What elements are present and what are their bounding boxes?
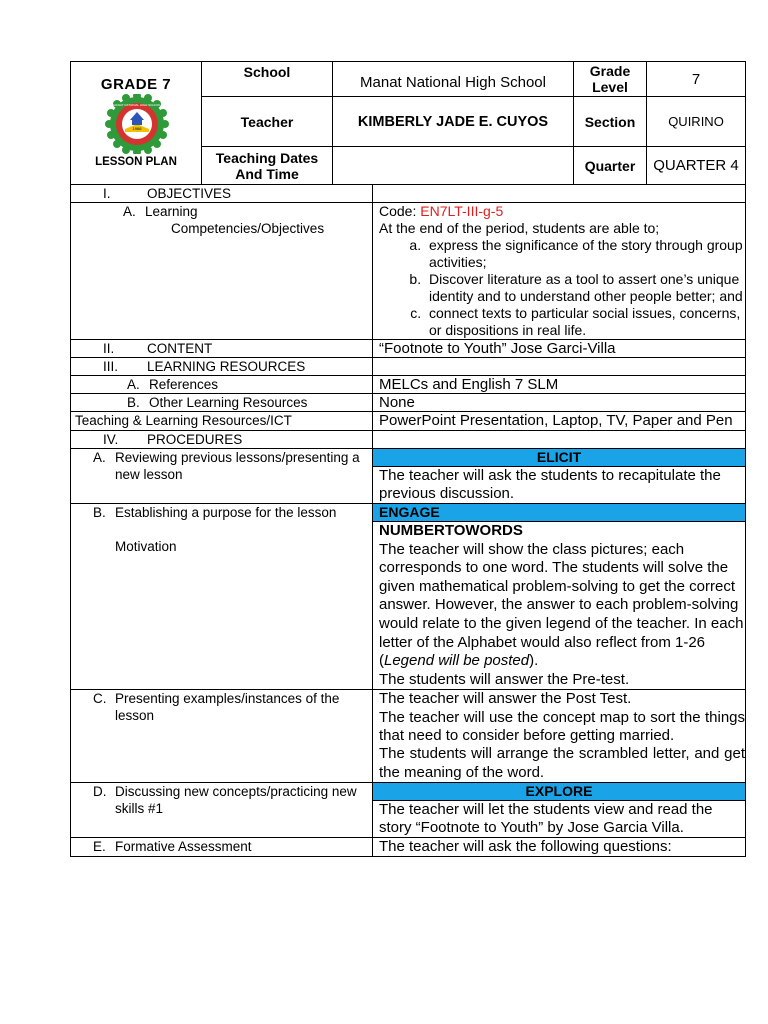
b-text-main: The teacher will show the class pictures; each corresponds to one word. The students will solve the given mathematical problem-solving to get the correct answer. However, the answer to each problem-solving would relate to the given legend of the teacher. In each letter of the Alphabet would also reflect from 1-26 ( <box>379 540 744 670</box>
elicit-header: ELICIT <box>373 449 746 467</box>
d-text: The teacher will let the students view and read the story “Footnote to Youth” by Jose Garcia Villa. <box>373 800 746 837</box>
seal-year: 1966 <box>132 126 142 131</box>
objective-item: a. express the significance of the story through group activities; <box>425 237 745 271</box>
explore-header: EXPLORE <box>373 782 746 800</box>
objectives-row <box>71 185 746 203</box>
quarter-value: QUARTER 4 <box>647 147 746 185</box>
lesson-plan-title: LESSON PLAN <box>95 156 177 168</box>
procedure-b-phase-row <box>71 504 746 522</box>
b-text-italic: Legend will be posted <box>384 652 530 670</box>
b-label: Establishing a purpose for the lesson <box>115 505 337 520</box>
e-letter: E. <box>93 838 106 854</box>
learning-label-2: Competencies/Objectives <box>171 221 325 236</box>
c-line: The teacher will use the concept map to sort the things that need to consider before getting married. <box>379 708 745 744</box>
content-row <box>71 340 746 358</box>
other-value: None <box>373 394 746 412</box>
d-label: Discussing new concepts/practicing new skills #1 <box>115 783 357 816</box>
teacher-value: KIMBERLY JADE E. CUYOS <box>333 97 574 147</box>
b-text-2: The students will answer the Pre-test. <box>379 670 630 688</box>
references-label: References <box>149 377 219 392</box>
objectives-label: OBJECTIVES <box>147 186 232 201</box>
school-value: Manat National High School <box>333 62 574 97</box>
code-label: Code: <box>379 203 421 219</box>
e-text: The teacher will ask the following questions: <box>373 837 746 856</box>
procedures-num: IV. <box>103 432 119 447</box>
teacher-label: Teacher <box>202 97 333 147</box>
ict-label: Teaching & Learning Resources/ICT <box>71 412 373 431</box>
section-value: QUIRINO <box>647 97 746 147</box>
c-line: The teacher will answer the Post Test. <box>379 690 632 708</box>
grade-level-value: 7 <box>647 62 746 97</box>
b-letter: B. <box>93 505 106 520</box>
procedures-label: PROCEDURES <box>147 432 243 447</box>
section-label: Section <box>574 97 647 147</box>
grade-title: GRADE 7 <box>100 76 172 93</box>
b-text-end: ). <box>529 652 539 670</box>
a-letter: A. <box>93 450 106 465</box>
references-row <box>71 376 746 394</box>
other-resources-row <box>71 394 746 412</box>
resources-label: LEARNING RESOURCES <box>147 359 306 374</box>
school-label: School <box>202 62 333 97</box>
content-num: II. <box>103 341 115 356</box>
learning-label-1: Learning <box>145 204 198 219</box>
learning-letter: A. <box>123 204 136 219</box>
b-sub: Motivation <box>115 539 177 554</box>
content-value: “Footnote to Youth” Jose Garci-Villa <box>373 340 746 358</box>
ict-row <box>71 412 746 431</box>
b-title: NUMBERTOWORDS <box>379 522 523 539</box>
resources-row <box>71 358 746 376</box>
c-line: The students will arrange the scrambled letter, and get the meaning of the word. <box>379 745 745 781</box>
objective-item: b. Discover literature as a tool to assert one’s unique identity and to understand other people better; and <box>425 271 745 305</box>
other-label: Other Learning Resources <box>149 395 308 410</box>
procedure-a-phase-row <box>71 449 746 467</box>
quarter-label: Quarter <box>574 147 647 185</box>
other-letter: B. <box>127 395 140 410</box>
lesson-table <box>70 184 746 857</box>
seal-text: MANAT NATIONAL HIGH SCHOOL <box>113 103 161 107</box>
c-label: Presenting examples/instances of the lesson <box>115 691 340 724</box>
ict-value: PowerPoint Presentation, Laptop, TV, Paper and Pen <box>373 412 746 431</box>
objectives-list <box>379 237 745 339</box>
header-table <box>70 61 746 185</box>
procedures-row <box>71 431 746 449</box>
objectives-num: I. <box>103 186 111 201</box>
resources-num: III. <box>103 359 119 374</box>
e-label: Formative Assessment <box>115 838 252 854</box>
procedure-c-row <box>71 690 746 782</box>
school-seal-icon <box>99 94 175 154</box>
logo-cell <box>71 62 202 185</box>
a-text: The teacher will ask the students to recapitulate the previous discussion. <box>373 467 746 504</box>
learning-row <box>71 203 746 340</box>
references-value: MELCs and English 7 SLM <box>373 376 746 394</box>
objective-item: c. connect texts to particular social issues, concerns, or dispositions in real life. <box>425 305 745 339</box>
engage-header: ENGAGE <box>373 504 746 522</box>
objectives-intro: At the end of the period, students are able to; <box>379 220 660 236</box>
a-label: Reviewing previous lessons/presenting a new lesson <box>115 450 360 482</box>
references-letter: A. <box>127 377 140 392</box>
procedure-e-row <box>71 837 746 856</box>
dates-label: Teaching Dates And Time <box>202 147 333 185</box>
dates-value <box>333 147 574 185</box>
code-value: EN7LT-III-g-5 <box>420 203 504 219</box>
procedure-d-phase-row <box>71 782 746 800</box>
d-letter: D. <box>93 783 107 799</box>
grade-level-label: Grade Level <box>574 62 647 97</box>
content-label: CONTENT <box>147 341 213 356</box>
c-letter: C. <box>93 691 107 707</box>
